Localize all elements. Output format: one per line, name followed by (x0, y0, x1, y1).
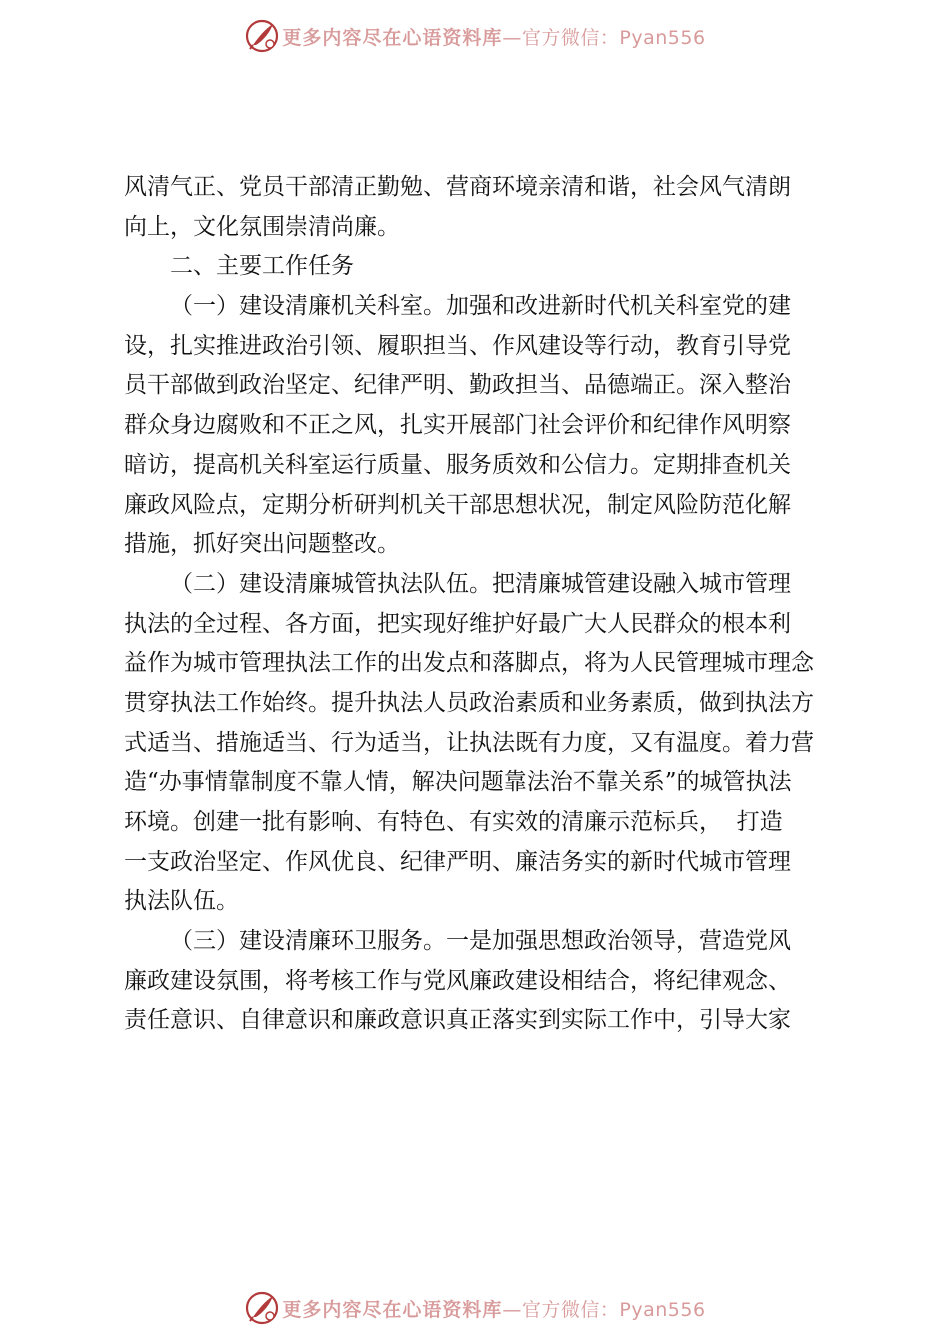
body-line: 执法队伍。 (124, 888, 239, 915)
body-line: 式适当、措施适当、行为适当，让执法既有力度，又有温度。着力营 (124, 729, 814, 756)
banner-wechat-text: —官方微信：Pyan556 (502, 26, 706, 49)
body-line: 群众身边腐败和不正之风，扎实开展部门社会评价和纪律作风明察 (124, 412, 791, 439)
body-line: 益作为城市管理执法工作的出发点和落脚点，将为人民管理城市理念 (124, 650, 814, 677)
body-line: 执法的全过程、各方面，把实现好维护好最广大人民群众的根本利 (124, 610, 791, 637)
body-line: 措施，抓好突出问题整改。 (124, 531, 400, 558)
body-line: 向上，文化氛围崇清尚廉。 (124, 213, 400, 240)
footer-banner (0, 1288, 950, 1328)
body-line: 贯穿执法工作始终。提升执法人员政治素质和业务素质，做到执法方 (124, 689, 814, 716)
body-line: 一支政治坚定、作风优良、纪律严明、廉洁务实的新时代城市管理 (124, 848, 791, 875)
body-line: 造“办事情靠制度不靠人情，解决问题靠法治不靠关系”的城管执法 (124, 769, 792, 796)
feather-pen-logo-icon (244, 18, 280, 54)
body-line: 风清气正、党员干部清正勤勉、营商环境亲清和谐，社会风气清朗 (124, 174, 791, 200)
body-line: 廉政风险点，定期分析研判机关干部思想状况，制定风险防范化解 (124, 491, 791, 518)
document-body (124, 168, 864, 1041)
banner-lead-text: 更多内容尽在心语资料库 (282, 26, 503, 49)
banner-lead-text: 更多内容尽在心语资料库 (282, 1298, 503, 1321)
paragraph-start: （三）建设清廉环卫服务。一是加强思想政治领导，营造党风 (170, 928, 791, 955)
body-line: 环境。创建一批有影响、有特色、有实效的清廉示范标兵， 打造 (124, 809, 783, 835)
paragraph-start: （二）建设清廉城管执法队伍。把清廉城管建设融入城市管理 (170, 570, 791, 597)
body-line: 廉政建设氛围，将考核工作与党风廉政建设相结合，将纪律观念、 (124, 967, 791, 994)
section-heading: 二、主要工作任务 (170, 253, 354, 280)
feather-pen-logo-icon (244, 1290, 280, 1326)
body-line: 责任意识、自律意识和廉政意识真正落实到实际工作中，引导大家 (124, 1007, 791, 1034)
body-line: 员干部做到政治坚定、纪律严明、勤政担当、品德端正。深入整治 (124, 372, 791, 399)
header-banner (0, 16, 950, 56)
banner-wechat-text: —官方微信：Pyan556 (502, 1298, 706, 1321)
body-line: 暗访，提高机关科室运行质量、服务质效和公信力。定期排查机关 (124, 451, 791, 478)
body-line: 设，扎实推进政治引领、履职担当、作风建设等行动，教育引导党 (124, 332, 791, 359)
paragraph-start: （一）建设清廉机关科室。加强和改进新时代机关科室党的建 (170, 293, 791, 320)
